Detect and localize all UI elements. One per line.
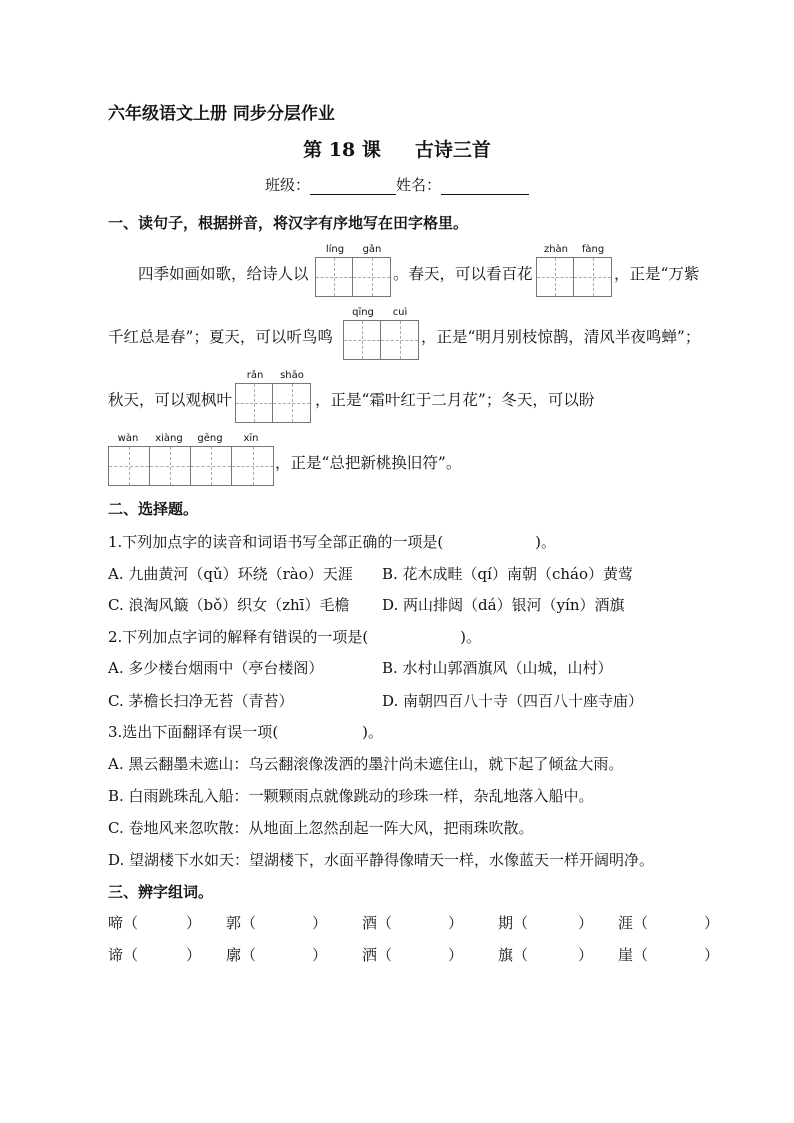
class-blank[interactable] [310, 180, 396, 195]
sentence-line-2b: ，正是“明月别枝惊鹊，清风半夜鸣蝉”； [421, 328, 701, 346]
pinyin-label: gēng [197, 433, 223, 444]
sentence-line-1b: 。春天，可以看百花 [393, 265, 533, 283]
question-2-option-b[interactable]: B. 水村山郭酒旗风（山城，山村） [382, 659, 613, 677]
word-item[interactable]: 酒（ ） [362, 914, 464, 932]
sentence-line-1a: 四季如画如歌，给诗人以 [138, 265, 309, 283]
word-item[interactable]: 啼（ ） [108, 914, 202, 932]
sentence-line-3a: 秋天，可以观枫叶 [108, 391, 233, 409]
lesson-number: 第 18 课 [303, 139, 381, 161]
pinyin-label: líng [325, 244, 345, 255]
question-2-option-c[interactable]: C. 茅檐长扫净无苔（青苔） [108, 692, 294, 710]
pinyin-label: xīn [243, 433, 259, 444]
section3-heading: 三、辨字组词。 [108, 883, 214, 901]
section2-heading: 二、选择题。 [108, 500, 199, 518]
name-blank[interactable] [441, 180, 529, 195]
question-2-stem: 2.下列加点字词的解释有错误的一项是( )。 [108, 628, 482, 646]
word-item[interactable]: 郭（ ） [226, 914, 328, 932]
question-3-option-a[interactable]: A. 黑云翻墨未遮山：乌云翻滚像泼洒的墨汁尚未遮住山，就下起了倾盆大雨。 [108, 755, 624, 773]
pinyin-label: zhàn [543, 244, 569, 255]
pinyin-label: shāo [280, 370, 304, 381]
pinyin-label: cuì [392, 307, 408, 318]
question-3-stem: 3.选出下面翻译有误一项( )。 [108, 723, 384, 741]
pinyin-label: xiàng [155, 433, 183, 444]
tianzige-grid-3[interactable] [343, 320, 419, 360]
tianzige-grid-5[interactable] [108, 446, 274, 486]
sentence-line-3b: ，正是“霜叶红于二月花”；冬天，可以盼 [315, 391, 595, 409]
class-label: 班级： [264, 176, 310, 194]
question-3-option-c[interactable]: C. 卷地风来忽吹散：从地面上忽然刮起一阵大风，把雨珠吹散。 [108, 819, 534, 837]
class-name-line [0, 174, 794, 195]
tianzige-grid-1[interactable] [315, 257, 391, 297]
pinyin-label: wàn [117, 433, 139, 444]
lesson-name: 古诗三首 [414, 139, 491, 161]
pinyin-label: fàng [581, 244, 605, 255]
question-1-option-a[interactable]: A. 九曲黄河（qǔ）环绕（rào）天涯 [108, 565, 353, 583]
question-1-option-c[interactable]: C. 浪淘风簸（bǒ）织女（zhī）毛檐 [108, 596, 350, 614]
sentence-line-2a: 千红总是春”；夏天，可以听鸟鸣 [108, 328, 333, 346]
word-item[interactable]: 洒（ ） [362, 946, 464, 964]
sentence-line-1c: ，正是“万紫 [614, 265, 700, 283]
word-item[interactable]: 谛（ ） [108, 946, 202, 964]
question-2-option-a[interactable]: A. 多少楼台烟雨中（亭台楼阁） [108, 659, 324, 677]
section1-heading: 一、读句子，根据拼音，将汉字有序地写在田字格里。 [108, 214, 469, 232]
sentence-line-4a: ，正是“总把新桃换旧符”。 [275, 454, 462, 472]
pinyin-label: qīng [352, 307, 374, 318]
word-item[interactable]: 期（ ） [498, 914, 594, 932]
question-1-option-d[interactable]: D. 两山排闼（dá）银河（yín）酒旗 [382, 596, 625, 614]
question-1-stem: 1.下列加点字的读音和词语书写全部正确的一项是( )。 [108, 533, 557, 551]
worksheet-header: 六年级语文上册 同步分层作业 [108, 104, 335, 124]
tianzige-grid-2[interactable] [536, 257, 612, 297]
pinyin-label: rǎn [246, 370, 264, 381]
pinyin-label: gǎn [362, 244, 382, 255]
word-item[interactable]: 旗（ ） [498, 946, 594, 964]
question-1-option-b[interactable]: B. 花木成畦（qí）南朝（cháo）黄莺 [382, 565, 633, 583]
word-item[interactable]: 廓（ ） [226, 946, 328, 964]
question-3-option-b[interactable]: B. 白雨跳珠乱入船：一颗颗雨点就像跳动的珍珠一样，杂乱地落入船中。 [108, 787, 594, 805]
name-label: 姓名： [396, 176, 442, 194]
word-item[interactable]: 涯（ ） [618, 914, 720, 932]
question-3-option-d[interactable]: D. 望湖楼下水如天：望湖楼下，水面平静得像晴天一样，水像蓝天一样开阔明净。 [108, 851, 655, 869]
tianzige-grid-4[interactable] [235, 383, 311, 423]
page-title [0, 135, 794, 162]
question-2-option-d[interactable]: D. 南朝四百八十寺（四百八十座寺庙） [382, 692, 644, 710]
word-item[interactable]: 崖（ ） [618, 946, 720, 964]
